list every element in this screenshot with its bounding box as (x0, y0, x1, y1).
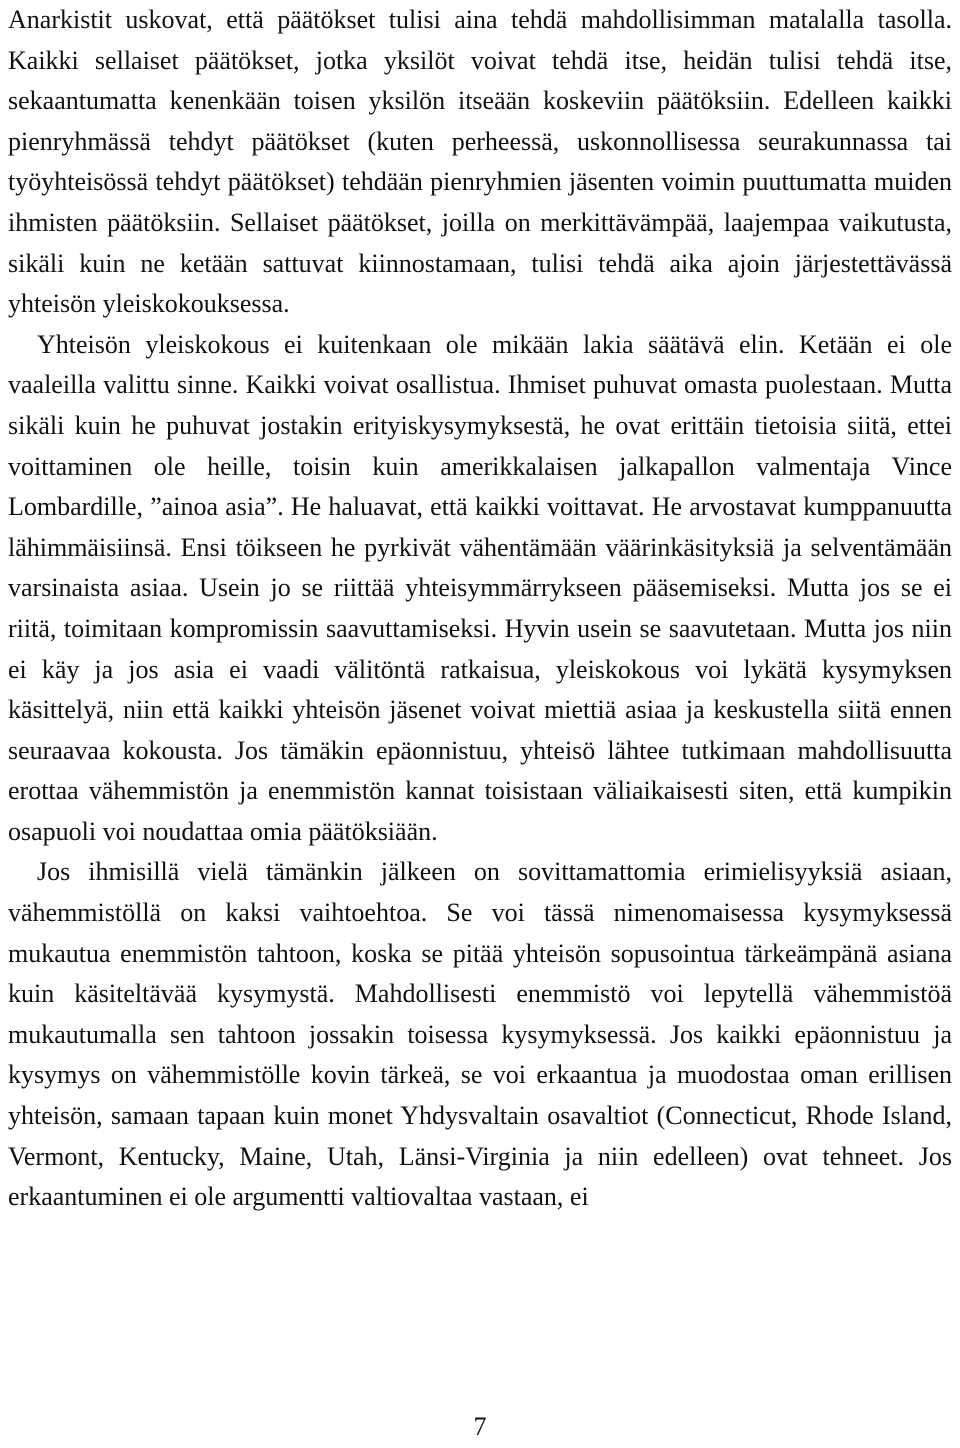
page-number: 7 (473, 1412, 487, 1441)
page-body (8, 0, 952, 1218)
paragraph-1: Anarkistit uskovat, että päätökset tulisi aina tehdä mahdollisimman matalalla tasolla. Kaikki sellaiset päätökset, jotka yksilöt voivat tehdä itse, heidän tulisi tehdä itse, sekaantumatta kenenkään toisen yksilön itseään koskeviin päätöksiin. Edelleen kaikki pienryhmässä tehdyt päätökset (kuten perheessä, uskonnollisessa seurakunnassa tai työyhteisössä tehdyt päätökset) tehdään pienryhmien jäsenten voimin puuttumatta muiden ihmisten päätöksiin. Sellaiset päätökset, joilla on merkittävämpää, laajempaa vaikutusta, sikäli kuin ne ketään sattuvat kiinnostamaan, tulisi tehdä aika ajoin järjestettävässä yhteisön yleiskokouksessa. (8, 5, 952, 319)
paragraph-3: Jos ihmisillä vielä tämänkin jälkeen on sovittamattomia erimielisyyksiä asiaan, vähemmistöllä on kaksi vaihtoehtoa. Se voi tässä nimenomaisessa kysymyksessä mukautua enemmistön tahtoon, koska se pitää yhteisön sopusointua tärkeämpänä asiana kuin käsiteltävää kysymystä. Mahdollisesti enemmistö voi lepytellä vähemmistöä mukautumalla sen tahtoon jossakin toisessa kysymyksessä. Jos kaikki epäonnistuu ja kysymys on vähemmistölle kovin tärkeä, se voi erkaantua ja muodostaa oman erillisen yhteisön, samaan tapaan kuin monet Yhdysvaltain osavaltiot (Connecticut, Rhode Island, Vermont, Kentucky, Maine, Utah, Länsi-Virginia ja niin edelleen) ovat tehneet. Jos erkaantuminen ei ole argumentti valtiovaltaa vastaan, ei (8, 857, 952, 1212)
paragraph-2: Yhteisön yleiskokous ei kuitenkaan ole mikään lakia säätävä elin. Ketään ei ole vaaleilla valittu sinne. Kaikki voivat osallistua. Ihmiset puhuvat omasta puolestaan. Mutta sikäli kuin he puhuvat jostakin erityiskysymyksestä, he ovat erittäin tietoisia siitä, ettei voittaminen ole heille, toisin kuin amerikkalaisen jalkapallon valmentaja Vince Lombardille, ”ainoa asia”. He haluavat, että kaikki voittavat. He arvostavat kumppanuutta lähimmäisiinsä. Ensi töikseen he pyrkivät vähentämään väärinkäsityksiä ja selventämään varsinaista asiaa. Usein jo se riittää yhteisymmärrykseen pääsemiseksi. Mutta jos se ei riitä, toimitaan kompromissin saavuttamiseksi. Hyvin usein se saavutetaan. Mutta jos niin ei käy ja jos asia ei vaadi välitöntä ratkaisua, yleiskokous voi lykätä kysymyksen käsittelyä, niin että kaikki yhteisön jäsenet voivat miettiä asiaa ja keskustella siitä ennen seuraavaa kokousta. Jos tämäkin epäonnistuu, yhteisö lähtee tutkimaan mahdollisuutta erottaa vähemmistön ja enemmistön kannat toisistaan väliaikaisesti siten, että kumpikin osapuoli voi noudattaa omia päätöksiään. (8, 329, 952, 846)
